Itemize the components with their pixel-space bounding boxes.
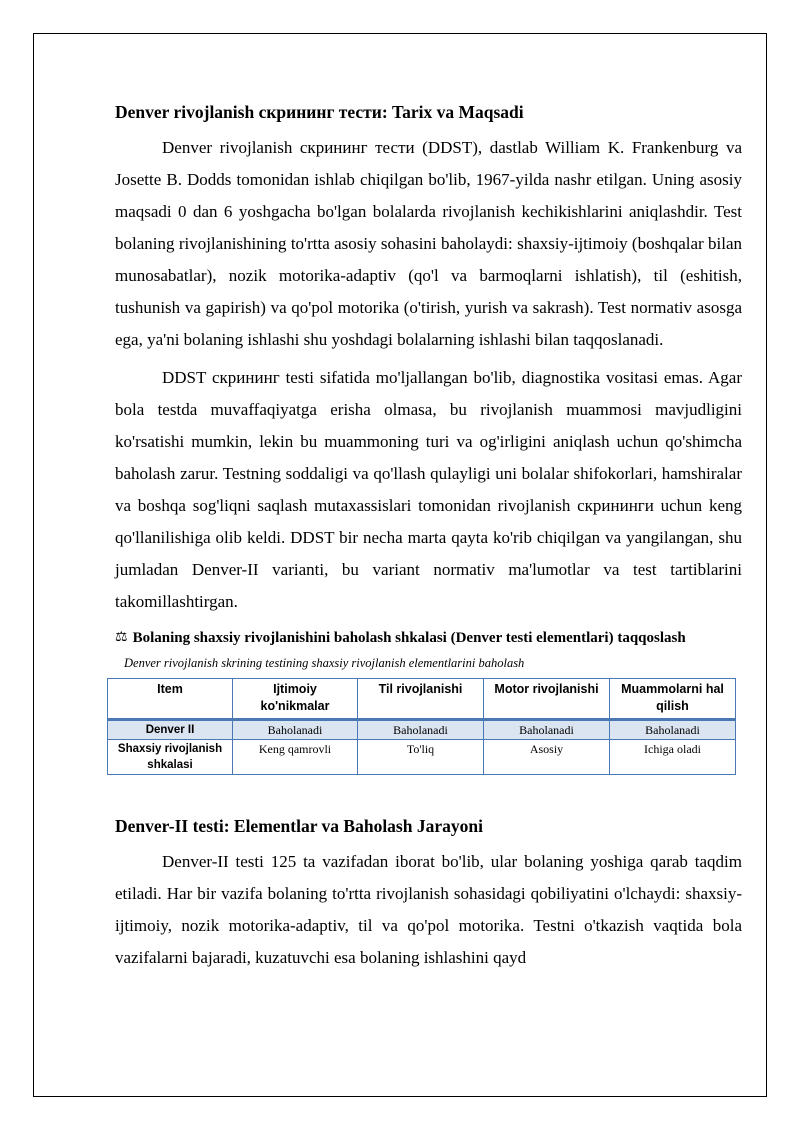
table-header-cell: Motor rivojlanishi <box>484 679 610 720</box>
table-cell: Asosiy <box>484 740 610 775</box>
table-caption: Denver rivojlanish skrining testining shaxsiy rivojlanish elementlarini baholash <box>124 656 525 670</box>
table-cell: Baholanadi <box>610 720 736 740</box>
table-cell: Baholanadi <box>358 720 484 740</box>
table-cell: Baholanadi <box>484 720 610 740</box>
table-cell: To'liq <box>358 740 484 775</box>
table-cell: Keng qamrovli <box>233 740 358 775</box>
table-row-label: Shaxsiy rivojlanish shkalasi <box>108 740 233 775</box>
table-cell: Ichiga oladi <box>610 740 736 775</box>
paragraph-elements-1: Denver-II testi 125 ta vazifadan iborat bo'lib, ular bolaning yoshiga qarab taqdim etiladi. Har bir vazifa bolaning to'rtta rivojlanish sohasidagi qobiliyatini o'lchaydi: shaxsiy-ijtimoiy, nozik motorika-adaptiv, til va qo'pol motorika. Testni o'tkazish vaqtida bola vazifalarni bajaradi, kuzatuvchi esa bolaning ishlashini qayd <box>115 852 742 967</box>
document-body <box>115 96 742 974</box>
comparison-table <box>107 678 736 775</box>
table-header-cell: Til rivojlanishi <box>358 679 484 720</box>
paragraph-history-2: DDST скрининг testi sifatida mo'ljallangan bo'lib, diagnostika vositasi emas. Agar bola testda muvaffaqiyatga erisha olmasa, bu rivojlanish muammosi mavjudligini ko'rsatishi mumkin, lekin bu muammoning turi va og'irligini aniqlash uchun qo'shimcha baholash zarur. Testning soddaligi va qo'llash qulayligi uni bolalar shifokorlari, hamshiralar va boshqa sog'liqni saqlash mutaxassislari tomonidan rivojlanish скрининги uchun keng qo'llanilishiga olib keldi. DDST bir necha marta qayta ko'rib chiqilgan va yangilangan, shu jumladan Denver-II varianti, bu variant normativ ma'lumotlar va test tartiblarini takomillashtirgan. <box>115 368 742 611</box>
table-cell: Baholanadi <box>233 720 358 740</box>
table-title <box>115 627 742 649</box>
table-header-cell: Ijtimoiy ko'nikmalar <box>233 679 358 720</box>
table-header-cell: Muammolarni hal qilish <box>610 679 736 720</box>
table-row <box>108 720 736 740</box>
table-row-label: Denver II <box>108 720 233 740</box>
scale-icon: ⚖ <box>115 630 128 645</box>
section-heading-history: Denver rivojlanish скрининг тести: Tarix va Maqsadi <box>115 102 524 122</box>
table-header-cell: Item <box>108 679 233 720</box>
section-heading-elements: Denver-II testi: Elementlar va Baholash Jarayoni <box>115 816 483 836</box>
paragraph-history-1: Denver rivojlanish скрининг тести (DDST), dastlab William K. Frankenburg va Josette B. Dodds tomonidan ishlab chiqilgan bo'lib, 1967-yilda nashr etilgan. Uning asosiy maqsadi 0 dan 6 yoshgacha bo'lgan bolalarda rivojlanish kechikishlarini aniqlashdir. Test bolaning rivojlanishining to'rtta asosiy sohasini baholaydi: shaxsiy-ijtimoiy (boshqalar bilan munosabatlar), nozik motorika-adaptiv (qo'l va barmoqlarni ishlatish), til (eshitish, tushunish va gapirish) va qo'pol motorika (o'tirish, yurish va sakrash). Test normativ asosga ega, ya'ni bolaning ishlashi shu yoshdagi bolalarning ishlashi bilan taqqoslanadi. <box>115 138 742 349</box>
table-row <box>108 740 736 775</box>
table-title-text: Bolaning shaxsiy rivojlanishini baholash shkalasi (Denver testi elementlari) taqqoslash <box>132 630 686 646</box>
table-header-row <box>108 679 736 720</box>
